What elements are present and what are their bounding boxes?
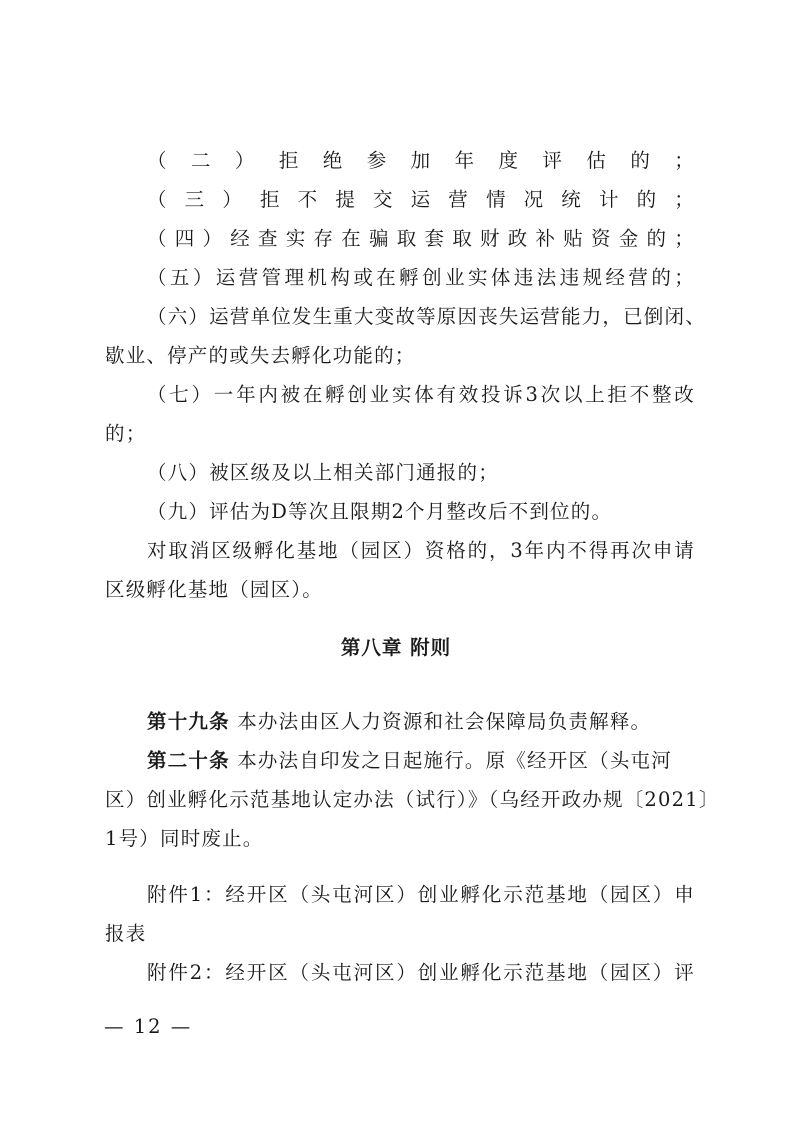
list-item-2: （二）拒绝参加年度评估的； [147, 149, 695, 172]
cancel-paragraph-line1: 对取消区级孵化基地（园区）资格的，3年内不得再次申请 [147, 539, 695, 562]
article-20-line2: 区）创业孵化示范基地认定办法（试行）》（乌经开政办规〔2021〕 [105, 788, 720, 811]
chapter-heading: 第八章 附则 [340, 636, 452, 659]
cancel-paragraph-line2: 区级孵化基地（园区）。 [105, 578, 323, 601]
article-20-lead: 第二十条 [147, 749, 230, 772]
article-20-text: 本办法自印发之日起施行。原《经开区（头屯河 [237, 749, 672, 772]
list-item-5: （五）运营管理机构或在孵创业实体违法违规经营的； [147, 266, 695, 289]
list-item-6-line2: 歇业、停产的或失去孵化功能的； [105, 344, 416, 367]
attachment-2-line1: 附件2：经开区（头屯河区）创业孵化示范基地（园区）评 [147, 961, 695, 984]
list-item-7-line1: （七）一年内被在孵创业实体有效投诉3次以上拒不整改 [147, 383, 695, 406]
list-item-8: （八）被区级及以上相关部门通报的； [147, 461, 499, 484]
article-19-text: 本办法由区人力资源和社会保障局负责解释。 [237, 710, 652, 733]
article-19-lead: 第十九条 [147, 710, 230, 733]
page-number: — 12 — [104, 1015, 193, 1038]
article-20-line1 [147, 746, 695, 776]
list-item-3: （三）拒不提交运营情况统计的； [147, 188, 695, 211]
attachment-1-line1: 附件1：经开区（头屯河区）创业孵化示范基地（园区）申 [147, 883, 695, 906]
list-item-9: （九）评估为D等次且限期2个月整改后不到位的。 [147, 500, 613, 523]
article-20-line3: 1号）同时废止。 [105, 827, 264, 850]
article-19 [147, 707, 695, 737]
list-item-4: （四）经查实存在骗取套取财政补贴资金的； [147, 227, 695, 250]
list-item-7-line2: 的； [105, 422, 147, 445]
attachment-1-line2: 报表 [105, 922, 147, 945]
list-item-6-line1: （六）运营单位发生重大变故等原因丧失运营能力，已倒闭、 [147, 305, 706, 328]
